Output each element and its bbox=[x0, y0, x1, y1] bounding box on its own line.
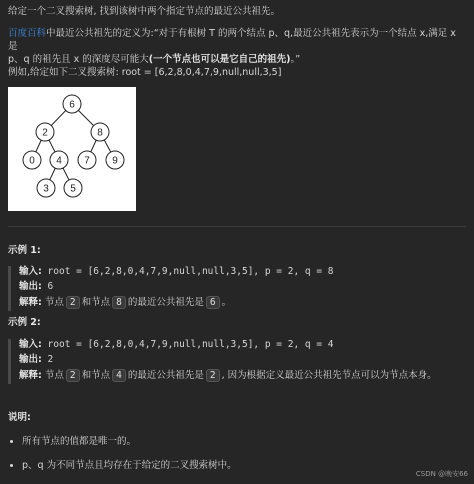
notes-list bbox=[8, 436, 466, 484]
example1-block bbox=[8, 266, 466, 311]
divider bbox=[8, 226, 466, 227]
input-value: root = [6,2,8,0,4,7,9,null,null,3,5], p = 2, q = 4 bbox=[41, 339, 334, 350]
tree-node bbox=[63, 95, 81, 113]
definition-text-1: 中最近公共祖先的定义为:“对于有根树 T 的两个结点 p、q,最近公共祖先表示为一个结点 x,满足 x 是 bbox=[8, 28, 456, 52]
bst-tree-image bbox=[8, 87, 136, 211]
explain-label: 解释: bbox=[19, 370, 42, 381]
code-chip: 8 bbox=[112, 296, 126, 309]
svg-text:5: 5 bbox=[70, 183, 76, 195]
svg-text:0: 0 bbox=[29, 155, 35, 167]
explain-label: 解释: bbox=[19, 297, 42, 308]
input-label: 输入: bbox=[19, 339, 42, 350]
explain-text: 节点 bbox=[44, 370, 64, 381]
explain-text: 节点 bbox=[44, 297, 64, 308]
tree-node bbox=[23, 151, 41, 169]
definition-end: 。” bbox=[290, 53, 301, 65]
csdn-watermark: CSDN @晚安66 bbox=[415, 469, 468, 478]
output-label: 输出: bbox=[19, 281, 42, 292]
output-value: 6 bbox=[41, 281, 54, 292]
baike-link[interactable]: 百度百科 bbox=[8, 28, 47, 39]
tree-node bbox=[64, 179, 82, 197]
example2-title: 示例 2: bbox=[8, 317, 41, 328]
output-label: 输出: bbox=[19, 354, 42, 365]
code-chip: 6 bbox=[206, 296, 220, 309]
svg-text:4: 4 bbox=[56, 155, 62, 167]
note-item: • 所有节点的值都是唯一的。 bbox=[22, 436, 466, 449]
code-chip: 2 bbox=[66, 369, 80, 382]
definition-bold: (一个节点也可以是它自己的祖先) bbox=[148, 53, 291, 65]
svg-text:6: 6 bbox=[69, 99, 75, 111]
tree-node bbox=[91, 123, 109, 141]
explain-text: 和节点 bbox=[81, 370, 111, 381]
note-item: • p、q 为不同节点且均存在于给定的二叉搜索树中。 bbox=[22, 460, 466, 473]
output-value: 2 bbox=[41, 354, 54, 365]
bst-tree-svg bbox=[8, 87, 136, 211]
code-chip: 2 bbox=[66, 296, 80, 309]
explain-text: 的最近公共祖先是 bbox=[127, 297, 204, 308]
explain-text: 的最近公共祖先是 bbox=[127, 370, 204, 381]
code-chip: 2 bbox=[206, 369, 220, 382]
problem-intro: 给定一个二叉搜索树, 找到该树中两个指定节点的最近公共祖先。 bbox=[8, 6, 281, 17]
example-intro: 例如,给定如下二叉搜索树: root = [6,2,8,0,4,7,9,null,null,3,5] bbox=[8, 67, 282, 78]
explain-text: 和节点 bbox=[81, 297, 111, 308]
svg-text:7: 7 bbox=[84, 155, 90, 167]
tree-node bbox=[50, 151, 68, 169]
input-value: root = [6,2,8,0,4,7,9,null,null,3,5], p = 2, q = 8 bbox=[41, 266, 334, 277]
definition-paragraph bbox=[8, 28, 466, 66]
tree-node bbox=[106, 151, 124, 169]
explain-text: , 因为根据定义最近公共祖先节点可以为节点本身。 bbox=[221, 370, 437, 381]
example1-title: 示例 1: bbox=[8, 245, 41, 256]
svg-text:2: 2 bbox=[42, 127, 48, 139]
tree-node bbox=[78, 151, 96, 169]
svg-text:3: 3 bbox=[43, 183, 49, 195]
input-label: 输入: bbox=[19, 266, 42, 277]
code-chip: 4 bbox=[112, 369, 126, 382]
svg-text:9: 9 bbox=[112, 155, 118, 167]
tree-node bbox=[37, 179, 55, 197]
explain-text: 。 bbox=[221, 297, 232, 308]
notes-title: 说明: bbox=[8, 412, 31, 423]
tree-node bbox=[36, 123, 54, 141]
svg-text:8: 8 bbox=[97, 127, 103, 139]
definition-text-2: p、q 的祖先且 x 的深度尽可能大 bbox=[8, 53, 149, 65]
example2-block bbox=[8, 339, 466, 384]
